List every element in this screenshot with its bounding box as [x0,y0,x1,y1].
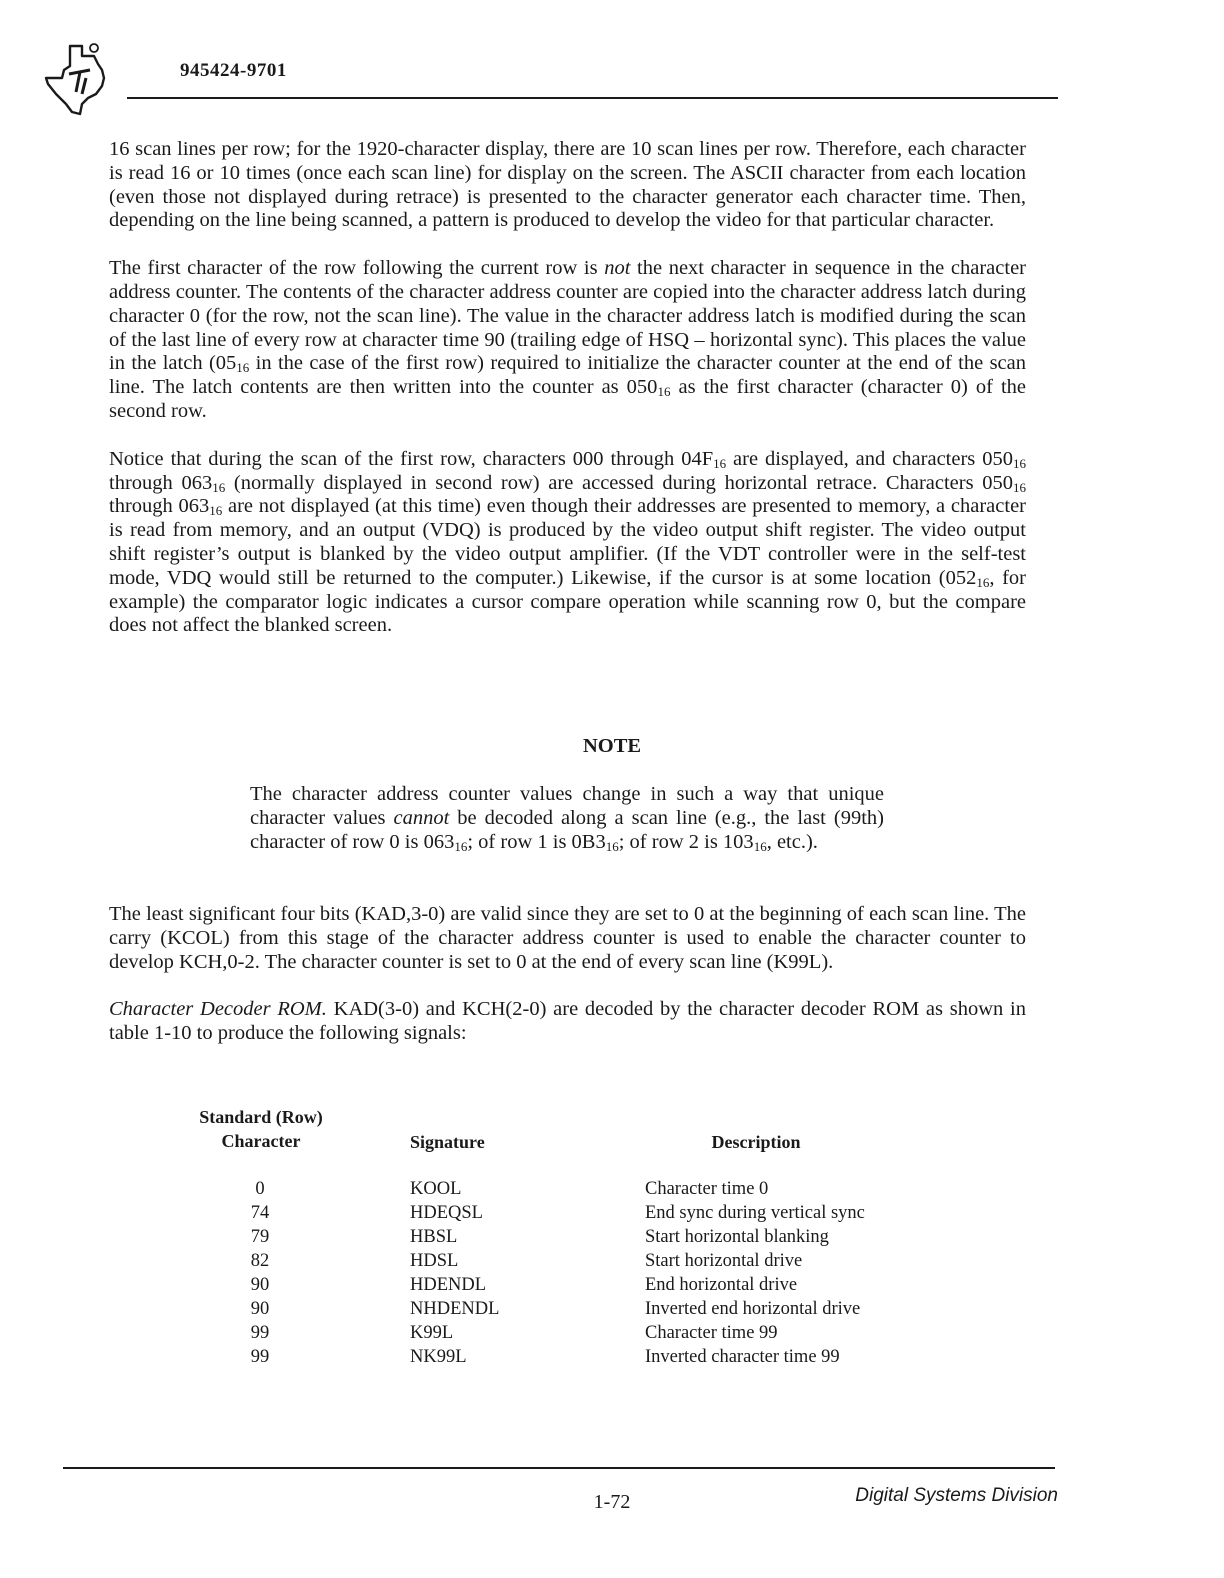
cell-description: End horizontal drive [645,1275,798,1295]
paragraph-1: 16 scan lines per row; for the 1920-character display, there are 10 scan lines per row. Therefore, each character is read 16 or 10 times (once each scan line) for display on the screen. The ASCII character from each location (even those not displayed during retrace) is presented to the character generator each character time. Then, depending on the line being scanned, a pattern is produced to develop the video for that particular character. [109,138,1026,232]
cell-character: 79 [250,1227,270,1247]
table-row [0,1249,1224,1273]
cell-character: 0 [255,1179,265,1199]
header-divider [127,97,1058,99]
cell-signature: NHDENDL [410,1299,500,1319]
cell-description: Start horizontal blanking [645,1227,829,1247]
footer-divider [63,1467,1055,1469]
cell-signature: K99L [410,1323,454,1343]
cell-signature: HBSL [410,1227,458,1247]
cell-description: Character time 99 [645,1323,778,1343]
paragraph-4: The least significant four bits (KAD,3-0) are valid since they are set to 0 at the beginning of each scan line. The carry (KCOL) from this stage of the character address counter is used to enable the character counter to develop KCH,0-2. The character counter is set to 0 at the end of every scan line (K99L). [109,903,1026,973]
cell-character: 90 [250,1275,270,1295]
paragraph-5: Character Decoder ROM. KAD(3-0) and KCH(2-0) are decoded by the character decoder ROM as shown in table 1-10 to produce the following signals: [109,998,1026,1045]
table-header-signature: Signature [410,1132,485,1152]
cell-description: Inverted end horizontal drive [645,1299,861,1319]
cell-signature: HDEQSL [410,1203,483,1223]
signal-table [0,1177,1224,1369]
body-text-section-2 [109,903,1026,1070]
table-row [0,1201,1224,1225]
table-row [0,1345,1224,1369]
section-heading-italic: Character Decoder ROM. [109,998,327,1021]
document-number: 945424-9701 [180,60,287,81]
texas-instruments-logo-icon [42,40,124,120]
table-row [0,1297,1224,1321]
cell-character: 90 [250,1299,270,1319]
note-body: The character address counter values change in such a way that unique character values cannot be decoded along a scan line (e.g., the last (99th) character of row 0 is $063_{16}$; of row 1 is $0B3_{16}$; of row 2 is $103_{16}$, etc.). [250,783,884,854]
cell-description: End sync during vertical sync [645,1203,865,1223]
cell-description: Character time 0 [645,1179,769,1199]
cell-signature: HDENDL [410,1275,487,1295]
table-row [0,1273,1224,1297]
table-row [0,1225,1224,1249]
note-title: NOTE [582,735,642,757]
cell-signature: HDSL [410,1251,459,1271]
table-header-character: Standard (Row) Character [199,1107,323,1151]
table-row [0,1177,1224,1201]
cell-description: Start horizontal drive [645,1251,803,1271]
cell-character: 99 [250,1347,270,1367]
paragraph-3: Notice that during the scan of the first row, characters 000 through $04F_{16}$ are displayed, and characters $050_{16}$ through $063_{16}$ (normally displayed in second row) are accessed during horizontal retrace. Characters $050_{16}$ through $063_{16}$ are not displayed (at this time) even though their addresses are presented to memory, a character is read from memory, and an output (VDQ) is produced by the video output shift register. The video output shift register’s output is blanked by the video output amplifier. (If the VDT controller were in the self-test mode, VDQ would still be returned to the computer.) Likewise, if the cursor is at some location ($052_{16}$, for example) the comparator logic indicates a cursor compare operation while scanning row 0, but the compare does not affect the blanked screen. [109,447,1027,637]
cell-description: Inverted character time 99 [645,1347,840,1367]
paragraph-2: The first character of the row following the current row is not the next character in sequence in the character address counter. The contents of the character address counter are copied into the character address latch during character 0 (for the row, not the scan line). The value in the character address latch is modified during the scan of the last line of every row at character time 90 (trailing edge of HSQ – horizontal sync). This places the value in the latch ($05_{16}$ in the case of the first row) required to initialize the character counter at the end of the scan line. The latch contents are then written into the counter as $050_{16}$ as the first character (character 0) of the second row. [109,257,1027,422]
cell-character: 82 [250,1251,270,1271]
cell-signature: NK99L [410,1347,467,1367]
table-row [0,1321,1224,1345]
table-header-description: Description [711,1132,801,1152]
page-number: 1-72 [593,1491,631,1513]
division-name: Digital Systems Division [855,1485,1058,1506]
cell-signature: KOOL [410,1179,462,1199]
body-text-section [109,138,1026,638]
cell-character: 99 [250,1323,270,1343]
cell-character: 74 [250,1203,270,1223]
